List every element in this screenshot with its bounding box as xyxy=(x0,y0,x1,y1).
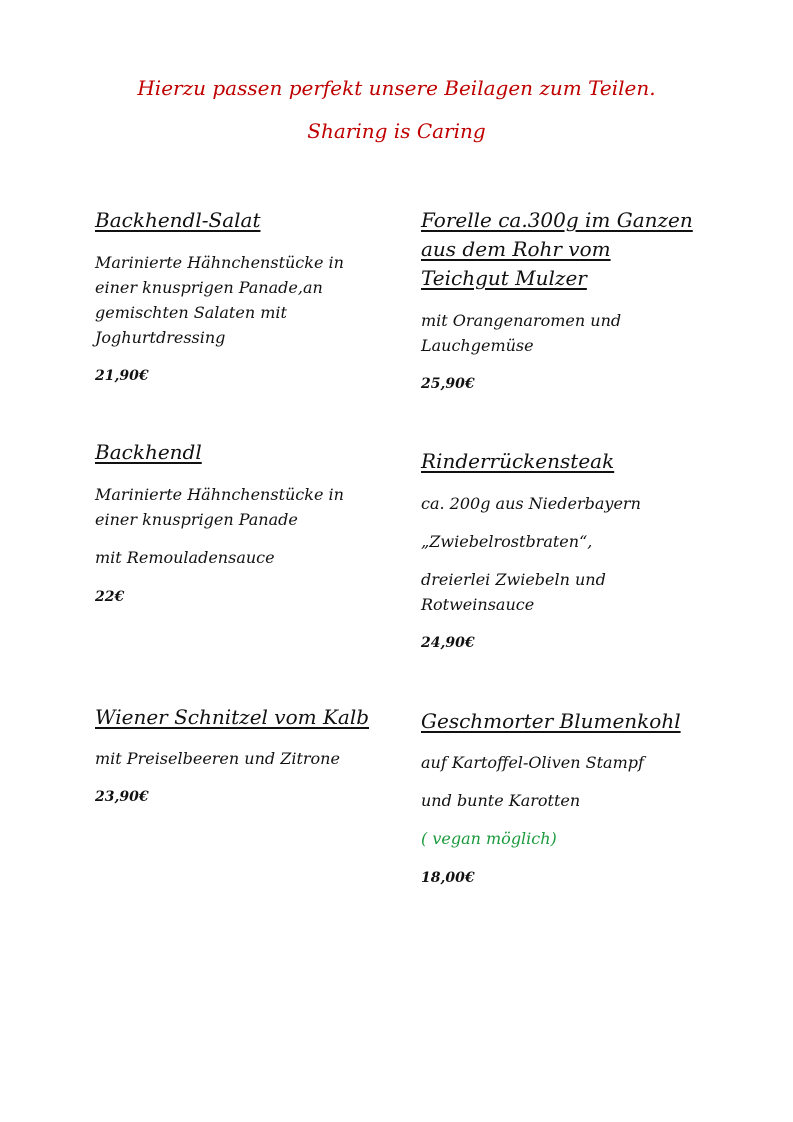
item-description: Lauchgemüse xyxy=(421,336,534,355)
item-title: Backhendl-Salat xyxy=(95,208,261,232)
item-description: einer knusprigen Panade xyxy=(95,510,298,529)
item-title: Teichgut Mulzer xyxy=(421,266,587,290)
item-description: auf Kartoffel-Oliven Stampf xyxy=(421,753,644,772)
item-description: Rotweinsauce xyxy=(421,595,535,614)
item-title: Geschmorter Blumenkohl xyxy=(421,709,681,733)
item-description: dreierlei Zwiebeln und xyxy=(421,570,606,589)
item-price: 21,90€ xyxy=(95,368,149,384)
item-title: Rinderrückensteak xyxy=(421,449,615,473)
intro-tagline: Sharing is Caring xyxy=(307,119,486,143)
item-description: ca. 200g aus Niederbayern xyxy=(421,494,641,513)
vegan-note: ( vegan möglich) xyxy=(421,829,557,848)
item-description: mit Preiselbeeren und Zitrone xyxy=(95,749,340,768)
item-title: Forelle ca.300g im Ganzen xyxy=(421,208,693,232)
item-price: 18,00€ xyxy=(421,870,475,886)
item-description: einer knusprigen Panade,an xyxy=(95,278,323,297)
item-price: 25,90€ xyxy=(421,376,475,392)
item-description: Marinierte Hähnchenstücke in xyxy=(95,253,344,272)
item-title: aus dem Rohr vom xyxy=(421,237,611,261)
item-description: mit Orangenaromen und xyxy=(421,311,622,330)
item-description: Joghurtdressing xyxy=(95,328,226,347)
intro-line: Hierzu passen perfekt unsere Beilagen zum Teilen. xyxy=(137,76,656,100)
item-description: gemischten Salaten mit xyxy=(95,303,287,322)
item-description: „Zwiebelrostbraten“, xyxy=(421,532,593,551)
item-title: Backhendl xyxy=(95,440,202,464)
item-price: 22€ xyxy=(95,589,125,605)
item-description: und bunte Karotten xyxy=(421,791,581,810)
item-price: 24,90€ xyxy=(421,635,475,651)
item-description: mit Remouladensauce xyxy=(95,548,275,567)
item-price: 23,90€ xyxy=(95,789,149,805)
item-title: Wiener Schnitzel vom Kalb xyxy=(95,705,370,729)
item-description: Marinierte Hähnchenstücke in xyxy=(95,485,344,504)
